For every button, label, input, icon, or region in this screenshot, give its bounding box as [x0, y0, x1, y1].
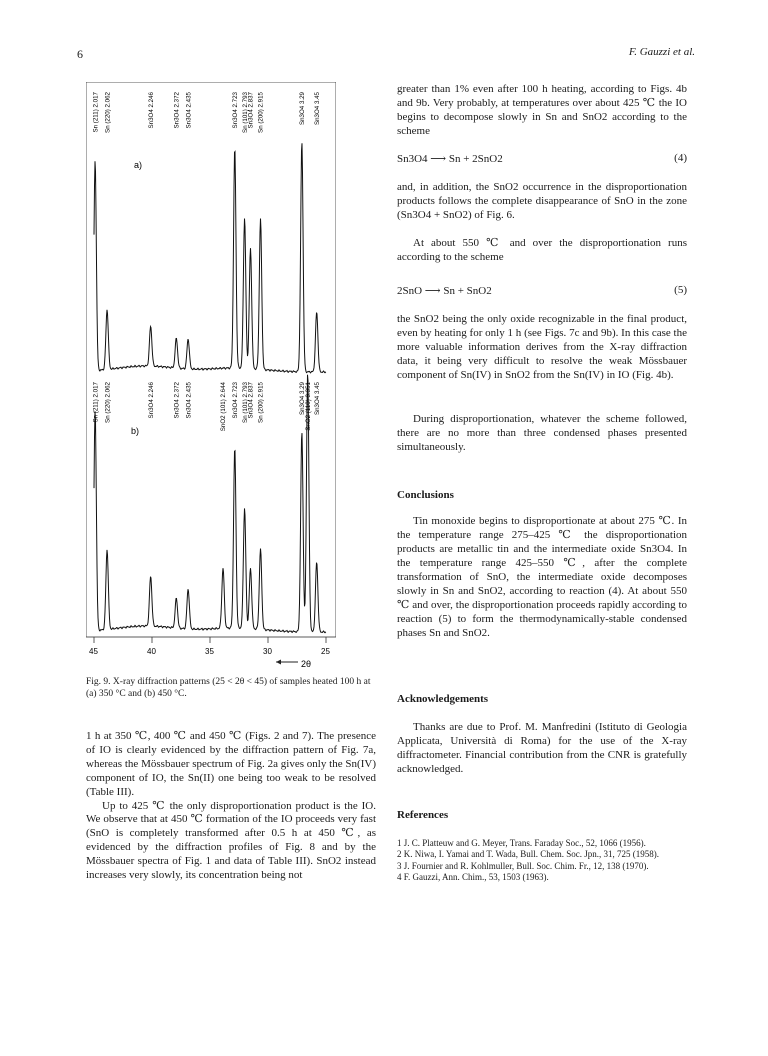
right-paragraph: During disproportionation, whatever the scheme followed, there are no more than three condensed phases presented simultaneously. — [397, 413, 687, 453]
peak-label: Sn (101) 2.793 — [241, 382, 249, 423]
peak-label: Sn3O4 2.372 — [173, 382, 181, 419]
left-paragraph: 1 h at 350 ℃, 400 ℃ and 450 ℃ (Figs. 2 and 7). The presence of IO is clearly evidenced by the diffraction pattern of Fig. 7a, whereas the Mössbauer spectrum of Fig. 2a gives only the Sn(IV) component of IO, the Sn(II) one being too weak to be resolved (Table III). — [86, 730, 376, 798]
peak-label: SnO2 (101) 2.644 — [220, 382, 228, 432]
x-tick-label: 40 — [147, 647, 156, 656]
peak-label: Sn (220) 2.062 — [104, 92, 112, 133]
x-tick-label: 25 — [321, 647, 330, 656]
peak-label: Sn (200) 2.915 — [257, 92, 265, 133]
peak-label: SnO2 (110) 3.351 — [304, 382, 312, 431]
peak-label: Sn3O4 2.837 — [247, 92, 255, 129]
peak-label: Sn3O4 2.246 — [147, 382, 155, 419]
reference-item: 3 J. Fournier and R. Kohlmuller, Bull. Soc. Chim. Fr., 12, 138 (1970). — [397, 860, 649, 871]
reference-item: 1 J. C. Platteuw and G. Meyer, Trans. Faraday Soc., 52, 1066 (1956). — [397, 838, 646, 848]
peak-label: Sn3O4 2.246 — [147, 92, 155, 129]
peak-label: Sn3O4 2.837 — [247, 382, 255, 419]
peak-label: Sn3O4 3.29 — [299, 92, 307, 126]
equation-4 — [397, 152, 687, 165]
running-header: F. Gauzzi et al. — [628, 46, 695, 58]
right-paragraph: and, in addition, the SnO2 occurrence in the disproportionation products follows the complete disappearance of SnO in the zone (Sn3O4 + SnO2) of Fig. 6. — [397, 181, 687, 221]
left-paragraph: Up to 425 ℃ the only disproportionation product is the IO. We observe that at 450 ℃ formation of the IO proceeds very fast (SnO is completely transformed after 0.5 h at 450 ℃, as evidenced by the diffraction profiles of Fig. 8 and by the Mössbauer spectra of Fig. 1 and data of Table III). SnO2 instead increases very slowly, its concentration being not — [86, 799, 376, 882]
x-tick-label: 45 — [89, 647, 98, 656]
peak-label: Sn (211) 2.017 — [92, 92, 100, 133]
right-paragraph: the SnO2 being the only oxide recognizable in the final product, even by heating for only 1 h (see Figs. 7c and 9b). In this case the more valuable information derives from the X-ray diffraction data, it being very difficult to resolve the weak Mössbauer component of Sn(IV) in SnO2 from the Sn(IV) in IO (Fig. 4b). — [397, 313, 687, 381]
peak-label: Sn (220) 2.062 — [104, 382, 112, 423]
right-paragraph: At about 550 ℃ and over the disproportionation runs according to the scheme — [397, 237, 687, 263]
panel-a-label: a) — [134, 160, 143, 170]
peak-label: Sn (211) 2.017 — [92, 382, 100, 423]
diffraction-curve — [94, 375, 326, 633]
peak-label: Sn (200) 2.915 — [257, 382, 265, 423]
references-list — [397, 838, 687, 884]
right-paragraph: greater than 1% even after 100 h heating, according to Figs. 4b and 9b. Very probably, at temperatures over about 425 ℃ the IO begins to decompose slowly in Sn and SnO2 according to the scheme — [397, 83, 687, 137]
peak-label: Sn3O4 2.435 — [185, 382, 193, 419]
peak-label: Sn3O4 2.723 — [231, 92, 239, 129]
reference-item: 4 F. Gauzzi, Ann. Chim., 53, 1503 (1963). — [397, 872, 549, 883]
peak-label: Sn (101) 2.793 — [241, 92, 249, 133]
peak-label: Sn3O4 3.29 — [299, 382, 307, 416]
peak-label: Sn3O4 3.45 — [313, 382, 321, 416]
conclusions-text: Tin monoxide begins to disproportionate at about 275 ℃. In the temperature range 275–425 ℃ the disproportionation products are metallic tin and the intermediate oxide Sn3O4. In the temperature range 425–550 ℃, after the complete transformation of SnO, the intermediate oxide decomposes slowly in Sn and SnO2, according to reaction (4). At about 550 ℃ and over, the disproportionation proceeds rapidly according to reaction (5) to form the thermodynamically-stable condensed phases Sn and SnO2. — [397, 515, 687, 639]
x-axis-arrowhead — [276, 660, 281, 665]
xrd-figure — [86, 82, 336, 682]
peak-label: Sn3O4 2.435 — [185, 92, 193, 129]
reference-item: 2 K. Niwa, I. Yamai and T. Wada, Bull. Chem. Soc. Jpn., 31, 725 (1958). — [397, 849, 660, 860]
equation-5 — [397, 284, 687, 297]
peak-label: Sn3O4 3.45 — [313, 92, 321, 126]
page-number: 6 — [77, 47, 83, 61]
conclusions-heading: Conclusions — [397, 489, 454, 501]
diffraction-curve — [94, 143, 326, 373]
equation-5-number: (5) — [674, 284, 687, 296]
acknowledgements-heading: Acknowledgements — [397, 693, 489, 705]
peak-label: Sn3O4 2.723 — [231, 382, 239, 419]
panel-a-pattern — [92, 91, 326, 372]
equation-4-number: (4) — [674, 152, 687, 164]
equation-5-text: 2SnO ⟶ Sn + SnO2 — [397, 285, 492, 297]
figure-caption: Fig. 9. X-ray diffraction patterns (25 < 2θ < 45) of samples heated 100 h at (a) 350 °C and (b) 450 °C. — [86, 677, 371, 699]
panel-b-label: b) — [131, 426, 140, 436]
acknowledgements-text: Thanks are due to Prof. M. Manfredini (Istituto di Geologia Applicata, Università di Roma) for the use of the X-ray diffractometer. Financial contribution from the CNR is gratefully acknowledged. — [397, 721, 687, 775]
x-axis-ticks — [89, 637, 330, 656]
x-tick-label: 35 — [205, 647, 214, 656]
equation-4-text: Sn3O4 ⟶ Sn + 2SnO2 — [397, 153, 503, 165]
references-heading: References — [397, 809, 449, 821]
peak-label: Sn3O4 2.372 — [173, 92, 181, 129]
panel-b-pattern — [92, 375, 326, 633]
x-axis-label: 2θ — [301, 659, 312, 669]
x-tick-label: 30 — [263, 647, 272, 656]
left-column-text — [86, 730, 376, 883]
